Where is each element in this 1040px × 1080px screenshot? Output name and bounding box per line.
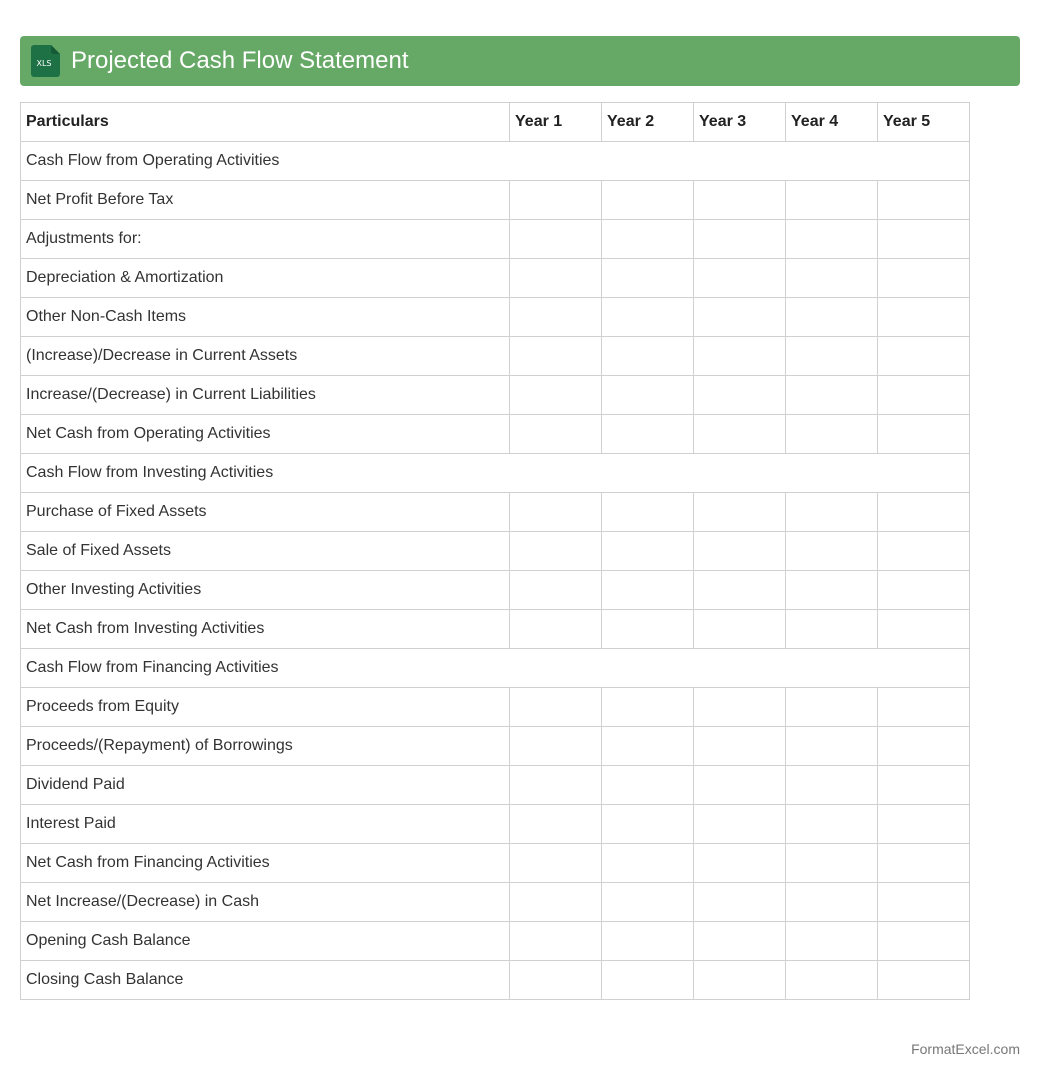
year-2-cell[interactable] — [602, 415, 694, 454]
year-4-cell[interactable] — [786, 298, 878, 337]
header-row — [21, 103, 970, 142]
year-5-cell[interactable] — [878, 493, 970, 532]
column-header-year-5: Year 5 — [878, 103, 970, 142]
year-5-cell[interactable] — [878, 688, 970, 727]
xls-icon-label: XLS — [36, 59, 52, 68]
year-2-cell[interactable] — [602, 337, 694, 376]
year-1-cell[interactable] — [510, 532, 602, 571]
year-1-cell[interactable] — [510, 376, 602, 415]
year-3-cell[interactable] — [694, 883, 786, 922]
year-4-cell[interactable] — [786, 922, 878, 961]
table-row — [21, 766, 970, 805]
table-row — [21, 493, 970, 532]
year-3-cell[interactable] — [694, 610, 786, 649]
table-row — [21, 259, 970, 298]
year-3-cell[interactable] — [694, 766, 786, 805]
table-row — [21, 883, 970, 922]
row-label: (Increase)/Decrease in Current Assets — [21, 337, 510, 376]
year-2-cell[interactable] — [602, 883, 694, 922]
title-bar — [20, 36, 1020, 86]
table-row — [21, 220, 970, 259]
table-row — [21, 727, 970, 766]
table-row — [21, 337, 970, 376]
section-header-row — [21, 142, 970, 181]
year-2-cell[interactable] — [602, 961, 694, 1000]
footer-credit: FormatExcel.com — [911, 1041, 1020, 1057]
year-1-cell[interactable] — [510, 571, 602, 610]
year-2-cell[interactable] — [602, 844, 694, 883]
year-5-cell[interactable] — [878, 571, 970, 610]
row-label: Adjustments for: — [21, 220, 510, 259]
page-title: Projected Cash Flow Statement — [71, 47, 409, 74]
table-row — [21, 298, 970, 337]
row-label: Proceeds from Equity — [21, 688, 510, 727]
year-4-cell[interactable] — [786, 259, 878, 298]
year-1-cell[interactable] — [510, 181, 602, 220]
year-1-cell[interactable] — [510, 883, 602, 922]
year-5-cell[interactable] — [878, 961, 970, 1000]
row-label: Net Cash from Financing Activities — [21, 844, 510, 883]
year-3-cell[interactable] — [694, 181, 786, 220]
year-3-cell[interactable] — [694, 337, 786, 376]
row-label: Depreciation & Amortization — [21, 259, 510, 298]
table-row — [21, 844, 970, 883]
year-1-cell[interactable] — [510, 805, 602, 844]
year-2-cell[interactable] — [602, 727, 694, 766]
year-1-cell[interactable] — [510, 922, 602, 961]
year-2-cell[interactable] — [602, 376, 694, 415]
year-2-cell[interactable] — [602, 922, 694, 961]
year-2-cell[interactable] — [602, 610, 694, 649]
year-4-cell[interactable] — [786, 181, 878, 220]
year-5-cell[interactable] — [878, 844, 970, 883]
table-row — [21, 532, 970, 571]
year-4-cell[interactable] — [786, 415, 878, 454]
section-header-row — [21, 454, 970, 493]
table-row — [21, 961, 970, 1000]
row-label: Purchase of Fixed Assets — [21, 493, 510, 532]
year-3-cell[interactable] — [694, 727, 786, 766]
year-4-cell[interactable] — [786, 688, 878, 727]
section-label: Cash Flow from Operating Activities — [21, 142, 970, 181]
year-4-cell[interactable] — [786, 571, 878, 610]
year-5-cell[interactable] — [878, 376, 970, 415]
year-4-cell[interactable] — [786, 805, 878, 844]
year-3-cell[interactable] — [694, 532, 786, 571]
table-row — [21, 610, 970, 649]
year-2-cell[interactable] — [602, 181, 694, 220]
row-label: Interest Paid — [21, 805, 510, 844]
table-row — [21, 376, 970, 415]
year-1-cell[interactable] — [510, 961, 602, 1000]
year-5-cell[interactable] — [878, 298, 970, 337]
year-2-cell[interactable] — [602, 298, 694, 337]
year-2-cell[interactable] — [602, 493, 694, 532]
year-4-cell[interactable] — [786, 766, 878, 805]
year-3-cell[interactable] — [694, 961, 786, 1000]
year-1-cell[interactable] — [510, 766, 602, 805]
year-5-cell[interactable] — [878, 220, 970, 259]
year-5-cell[interactable] — [878, 181, 970, 220]
year-2-cell[interactable] — [602, 571, 694, 610]
year-3-cell[interactable] — [694, 376, 786, 415]
row-label: Increase/(Decrease) in Current Liabilities — [21, 376, 510, 415]
year-1-cell[interactable] — [510, 415, 602, 454]
year-3-cell[interactable] — [694, 493, 786, 532]
year-5-cell[interactable] — [878, 532, 970, 571]
year-2-cell[interactable] — [602, 259, 694, 298]
year-4-cell[interactable] — [786, 493, 878, 532]
section-header-row — [21, 649, 970, 688]
section-label: Cash Flow from Financing Activities — [21, 649, 970, 688]
year-2-cell[interactable] — [602, 220, 694, 259]
year-3-cell[interactable] — [694, 415, 786, 454]
year-1-cell[interactable] — [510, 298, 602, 337]
column-header-year-3: Year 3 — [694, 103, 786, 142]
year-1-cell[interactable] — [510, 610, 602, 649]
column-header-year-1: Year 1 — [510, 103, 602, 142]
year-1-cell[interactable] — [510, 337, 602, 376]
table-row — [21, 805, 970, 844]
year-4-cell[interactable] — [786, 610, 878, 649]
table-row — [21, 922, 970, 961]
table-row — [21, 571, 970, 610]
year-3-cell[interactable] — [694, 922, 786, 961]
row-label: Opening Cash Balance — [21, 922, 510, 961]
year-2-cell[interactable] — [602, 805, 694, 844]
year-3-cell[interactable] — [694, 844, 786, 883]
year-4-cell[interactable] — [786, 376, 878, 415]
row-label: Dividend Paid — [21, 766, 510, 805]
year-5-cell[interactable] — [878, 415, 970, 454]
year-5-cell[interactable] — [878, 883, 970, 922]
table-row — [21, 181, 970, 220]
row-label: Closing Cash Balance — [21, 961, 510, 1000]
year-3-cell[interactable] — [694, 688, 786, 727]
year-5-cell[interactable] — [878, 805, 970, 844]
row-label: Net Increase/(Decrease) in Cash — [21, 883, 510, 922]
table-row — [21, 688, 970, 727]
year-4-cell[interactable] — [786, 961, 878, 1000]
year-2-cell[interactable] — [602, 688, 694, 727]
year-3-cell[interactable] — [694, 220, 786, 259]
row-label: Proceeds/(Repayment) of Borrowings — [21, 727, 510, 766]
column-header-year-2: Year 2 — [602, 103, 694, 142]
year-4-cell[interactable] — [786, 220, 878, 259]
section-label: Cash Flow from Investing Activities — [21, 454, 970, 493]
row-label: Other Investing Activities — [21, 571, 510, 610]
year-3-cell[interactable] — [694, 805, 786, 844]
year-5-cell[interactable] — [878, 766, 970, 805]
year-3-cell[interactable] — [694, 259, 786, 298]
cash-flow-table — [20, 102, 970, 1000]
year-1-cell[interactable] — [510, 259, 602, 298]
year-5-cell[interactable] — [878, 337, 970, 376]
year-2-cell[interactable] — [602, 532, 694, 571]
year-1-cell[interactable] — [510, 220, 602, 259]
year-4-cell[interactable] — [786, 844, 878, 883]
xls-file-icon — [30, 45, 60, 77]
year-1-cell[interactable] — [510, 688, 602, 727]
row-label: Net Cash from Operating Activities — [21, 415, 510, 454]
row-label: Other Non-Cash Items — [21, 298, 510, 337]
year-4-cell[interactable] — [786, 532, 878, 571]
table-body — [21, 142, 970, 1000]
column-header-year-4: Year 4 — [786, 103, 878, 142]
column-header-particulars: Particulars — [21, 103, 510, 142]
year-5-cell[interactable] — [878, 727, 970, 766]
year-4-cell[interactable] — [786, 727, 878, 766]
year-4-cell[interactable] — [786, 883, 878, 922]
row-label: Net Cash from Investing Activities — [21, 610, 510, 649]
year-5-cell[interactable] — [878, 922, 970, 961]
year-3-cell[interactable] — [694, 298, 786, 337]
year-1-cell[interactable] — [510, 493, 602, 532]
year-5-cell[interactable] — [878, 610, 970, 649]
row-label: Net Profit Before Tax — [21, 181, 510, 220]
year-3-cell[interactable] — [694, 571, 786, 610]
year-4-cell[interactable] — [786, 337, 878, 376]
year-2-cell[interactable] — [602, 766, 694, 805]
row-label: Sale of Fixed Assets — [21, 532, 510, 571]
year-1-cell[interactable] — [510, 844, 602, 883]
year-1-cell[interactable] — [510, 727, 602, 766]
year-5-cell[interactable] — [878, 259, 970, 298]
table-row — [21, 415, 970, 454]
